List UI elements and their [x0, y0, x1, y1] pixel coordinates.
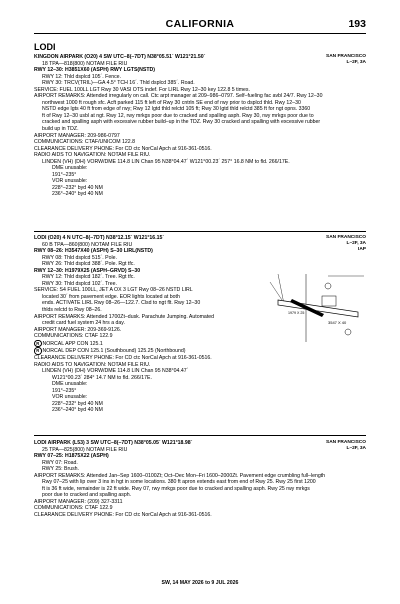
vor-info-cont: W121°00.23´ 284° 14.7 NM to fld. 266/17E. [52, 374, 152, 381]
tree-icon [325, 283, 331, 289]
dme-unusable-label: DME unusable: [52, 165, 88, 172]
state-title: CALIFORNIA [165, 18, 235, 30]
radio-aids: RADIO AIDS TO NAVIGATION: NOTAM FILE RIU. [34, 152, 151, 159]
communications: COMMUNICATIONS: CTAF 122.9 [34, 333, 113, 340]
service-info: SERVICE: S4 FUEL 100LL, JET A OX 3 LGT Rwy 08–26 NSTD LIRL [34, 287, 193, 294]
vor-unusable-label: VOR unusable: [52, 394, 88, 401]
airport-remarks-cont: Rwy 07–25 with lip over 3 ins in hgt in some locations. 380 ft apron extends east from end of Rwy 25. Rwy 25 first 1200 [42, 479, 316, 486]
entry-divider [34, 435, 366, 436]
runway-dim-label: 1979 X 25 [288, 311, 305, 315]
iap-label: IAP [358, 247, 366, 253]
service-info: SERVICE: FUEL 100LL LGT Rwy 30 VASI OTS indef. For LIRL Rwy 12–30 key 122.8 5 times. [34, 86, 250, 93]
airport-diagram [268, 272, 366, 352]
departure-control-text: NORCAL DEP CON 125.1 (Southbound) 125.25 (Northbound) [42, 348, 186, 355]
airport-manager: AIRPORT MANAGER: 209-986-0797 [34, 132, 120, 139]
runway-end-info: RWY 25: Brush. [42, 466, 80, 473]
airport-remarks-cont: cracked and spalling asph with excessive rubber build–up in the TDZ. Rwy 30 cracked and spalling with excessive rubber [42, 119, 321, 126]
radio-aids: RADIO AIDS TO NAVIGATION: NOTAM FILE RIU. [34, 361, 151, 368]
radar-r-icon: R [34, 347, 42, 355]
airport-identifier-line: KINGDON AIRPARK (O20) 4 SW UTC–8(–7DT) N38°05.51´ W121°21.50´ [34, 54, 206, 60]
communications: COMMUNICATIONS: CTAF/UNICOM 122.8 [34, 139, 135, 146]
page-footer: SW, 14 MAY 2026 to 9 JUL 2026 [161, 580, 239, 586]
runway-end-info: RWY 30: TRCV(TRIL)—GA 4.5° TCH 16´. Thld dsplcd 385´. Road. [42, 80, 195, 87]
page-header [34, 15, 366, 34]
airport-remarks-cont: ft is 36 ft wide, remainder is 22 ft wide. Rwy 07, rwy mrkgs poor due to cracked and spalling asph. Rwy 25 rwy mrkgs [42, 485, 310, 492]
runway-dim-label: 3547 X 40 [328, 320, 347, 325]
dme-unusable-range: 191°–235° [52, 387, 77, 394]
vor-unusable-range: 228°–232° byd 40 NM [52, 184, 103, 191]
service-info-cont: thlds relctd to Rwy 08–26. [42, 307, 102, 314]
approach-control-text: NORCAL APP CON 125.1 [42, 340, 103, 347]
airport-manager: AIRPORT MANAGER: (209) 327-3311 [34, 498, 123, 505]
airport-identifier-line: LODI (O20) 4 N UTC–8(–7DT) N38°12.15´ W121°16.15´ [34, 235, 165, 241]
runway-info: RWY 12–30: H3851X60 (ASPH) RWY LGTS(NSTD) [34, 67, 155, 74]
elevation-tpa-line: 60 B TPA—860(800) NOTAM FILE RIU [42, 241, 133, 248]
tree-icon [345, 329, 351, 335]
service-info-cont: ends. ACTIVATE LIRL Rwy 08–26—122.7. Clsd to ngt flt. Rwy 12–30 [42, 300, 201, 307]
runway-end-info: RWY 07: Road. [42, 459, 78, 466]
sectional-name: SAN FRANCISCO [326, 440, 366, 445]
runway-info: RWY 07–25: H1875X22 (ASPH) [34, 453, 109, 460]
runway-info: RWY 08–26: H3547X40 (ASPH) S–30 LIRL(NSTD) [34, 248, 153, 255]
sectional-name: SAN FRANCISCO [326, 54, 366, 59]
runway-end-info: RWY 12: Thld dsplcd 105´. Fence. [42, 73, 122, 80]
runway-info: RWY 12–30: H1979X25 (ASPH–GRVD) S–30 [34, 267, 141, 274]
clearance-delivery: CLEARANCE DELIVERY PHONE: For CD ctc NorCal Apch at 916-361-0516. [34, 512, 212, 519]
vor-unusable-label: VOR unusable: [52, 178, 88, 185]
radar-r-icon: R [34, 340, 42, 348]
dme-unusable-range: 191°–235° [52, 171, 77, 178]
vor-unusable-range: 228°–232° byd 40 NM [52, 400, 103, 407]
diagram-road [278, 274, 284, 304]
vor-unusable-range: 236°–240° byd 40 NM [52, 191, 103, 198]
enroute-chart: L–2F, 3A [346, 60, 366, 66]
communications: COMMUNICATIONS: CTAF 122.9 [34, 505, 113, 512]
airport-remarks-cont: build up in TDZ. [42, 126, 79, 133]
runway-end-info: RWY 12: Thld dsplcd 182´. Tree. Rgt tfc. [42, 274, 135, 281]
clearance-delivery: CLEARANCE DELIVERY PHONE: For CD ctc NorCal Apch at 916-361-0516. [34, 355, 212, 362]
airport-entry-lodi-airpark [34, 440, 366, 519]
page-number: 193 [348, 18, 366, 30]
airport-diagram-svg [268, 272, 366, 352]
elevation-tpa-line: 25 TPA—825(800) NOTAM FILE RIU [42, 446, 128, 453]
airport-remarks-cont: poor due to cracked and spalling asph. [42, 492, 132, 499]
sectional-name: SAN FRANCISCO [326, 235, 366, 240]
airport-remarks-cont: credit card fuel system 24 hrs a day. [42, 320, 125, 327]
entry-divider [34, 231, 366, 232]
vor-unusable-range: 236°–240° byd 40 NM [52, 407, 103, 414]
airport-entry-kingdon [34, 54, 366, 198]
airport-remarks-cont: ft of Rwy 12–30 usbl at ngt. Rwy 12, rwy mrkgs poor due to cracked and spalling asph. Rwy 30, rwy mrkgs poor due to [42, 112, 314, 119]
vor-info: LINDEN (VH) (DH) VORW/DME 114.8 LIN Chan 95 N38°04.47´ [42, 368, 189, 375]
city-heading: LODI [34, 42, 56, 52]
airport-remarks-cont: northwest 1000 ft rough sfc. Acft parked 115 ft left of Rwy 30 cntrln SE end of rwy prior to dsplcd thld. Rwy 12–30 [42, 99, 301, 106]
vor-info: LINDEN (VH) (DH) VORW/DME 114.8 LIN Chan 95 N38°04.47´ W121°00.23´ 257° 16.8 NM to fld. 266/17E. [42, 158, 290, 165]
airport-identifier-line: LODI AIRPARK (L53) 3 SW UTC–8(–7DT) N38°05.05´ W121°18.98´ [34, 440, 193, 446]
enroute-chart: L–2F, 3A [346, 241, 366, 247]
airport-remarks-cont: NSTD edge lgts 40 ft from edge of rwy; Rwy 12 lgtd thld relctd 105 ft; Rwy 30 lgtd thld relctd 385 ft for ngt opns. 3360 [42, 106, 311, 113]
airport-manager: AIRPORT MANAGER: 209-369-9126. [34, 326, 122, 333]
enroute-chart: L–2F, 3A [346, 446, 366, 452]
airport-remarks: AIRPORT REMARKS: Attended irregularly on call. Ctc arpt manager at 209–986–0797. Self–fueling fac avbl 24/7. Rwy 12–30 [34, 93, 323, 100]
clearance-delivery: CLEARANCE DELIVERY PHONE: For CD ctc NorCal Apch at 916-361-0516. [34, 145, 212, 152]
elevation-tpa-line: 18 TPA—818(800) NOTAM FILE RIU [42, 60, 128, 67]
runway-end-info: RWY 08: Thld dsplcd 515´. Pole. [42, 254, 117, 261]
airport-remarks: AIRPORT REMARKS: Attended Jan–Sep 1600–0100Zt; Oct–Dec Mon–Fri 1600–2000Zt. Pavement edge crumbling full–length [34, 472, 326, 479]
airport-remarks: AIRPORT REMARKS: Attended 1700Zt–dusk. Parachute Jumping. Automated [34, 313, 215, 320]
runway-end-info: RWY 30: Thld dsplcd 102´. Tree. [42, 280, 117, 287]
dme-unusable-label: DME unusable: [52, 381, 88, 388]
apron [322, 296, 336, 306]
runway-end-info: RWY 26: Thld dsplcd 388´. Pole. Rgt tfc. [42, 261, 135, 268]
service-info-cont: located 30´ from pavement edge. EOR lights located at both [42, 293, 180, 300]
